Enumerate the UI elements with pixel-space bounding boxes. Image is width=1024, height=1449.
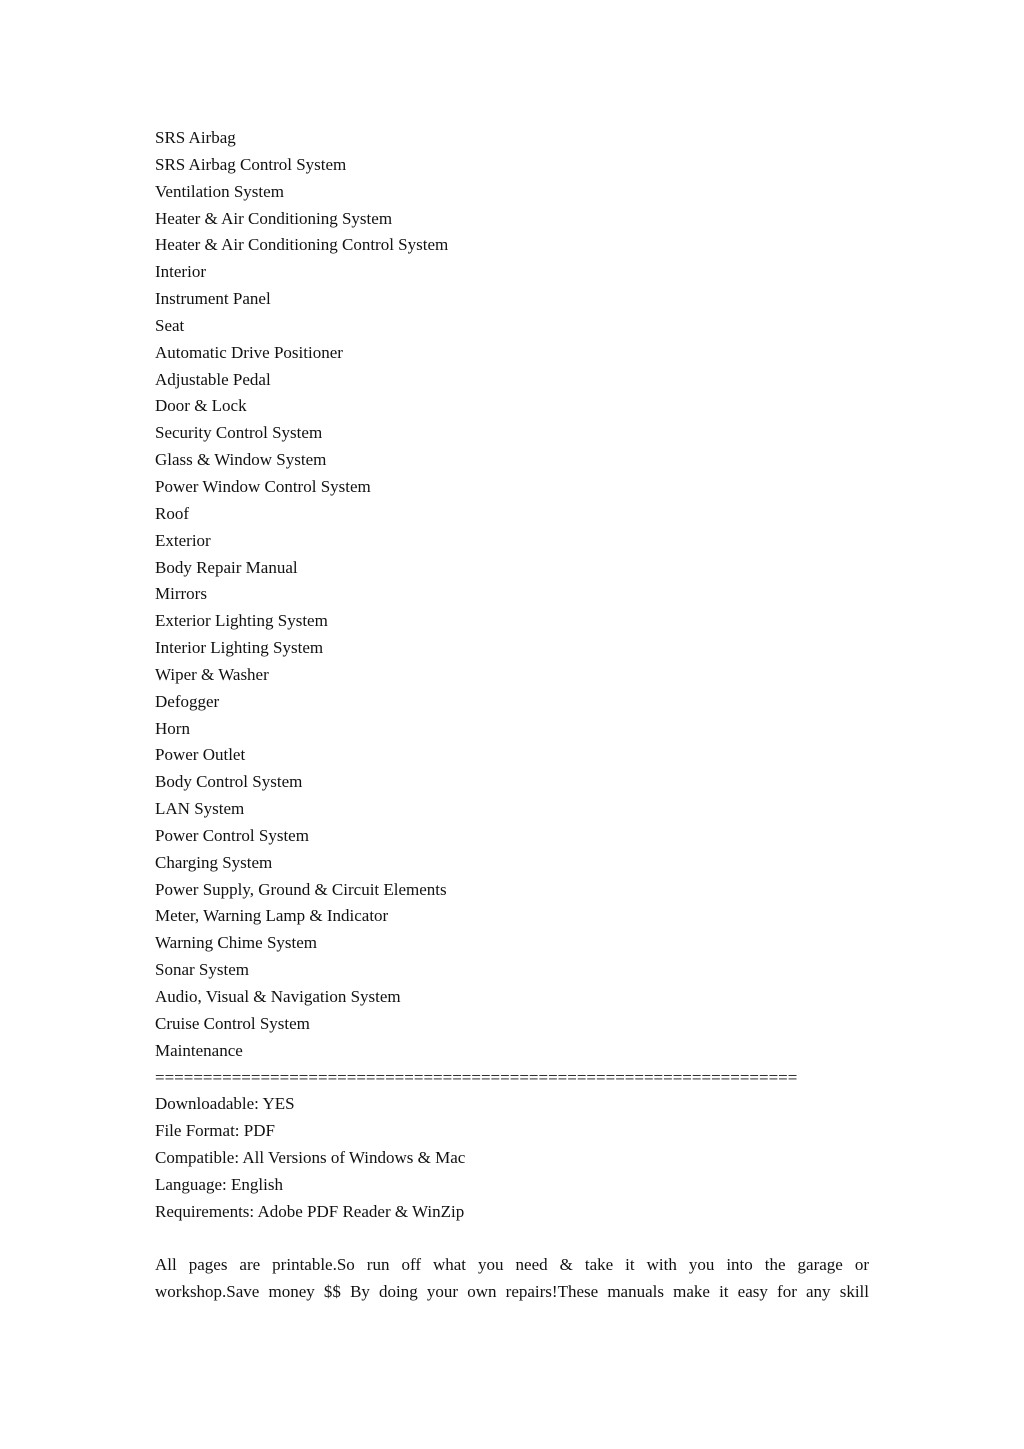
spec-downloadable: Downloadable: YES [155, 1094, 295, 1114]
file-specs-list [155, 1091, 869, 1225]
document-page [155, 125, 869, 1306]
contents-item: Power Window Control System [155, 476, 371, 496]
contents-item: Mirrors [155, 584, 207, 604]
spec-file-format: File Format: PDF [155, 1121, 275, 1141]
contents-item: Warning Chime System [155, 933, 318, 953]
contents-item: Adjustable Pedal [155, 369, 271, 389]
contents-item: Seat [155, 315, 185, 335]
contents-item: Wiper & Washer [155, 664, 269, 684]
contents-item: Heater & Air Conditioning System [155, 208, 393, 228]
spec-compatible: Compatible: All Versions of Windows & Mac [155, 1148, 466, 1168]
contents-item: Meter, Warning Lamp & Indicator [155, 906, 389, 926]
contents-item: Horn [155, 718, 190, 738]
spec-language: Language: English [155, 1174, 283, 1194]
contents-item: Sonar System [155, 960, 249, 980]
paragraph-line: All pages are printable.So run off what you need & take it with you into the garage or [155, 1255, 869, 1275]
contents-item: Automatic Drive Positioner [155, 342, 343, 362]
separator-line: =================================================================== [155, 1067, 798, 1087]
contents-item: Heater & Air Conditioning Control System [155, 235, 449, 255]
contents-item: Glass & Window System [155, 450, 327, 470]
spec-requirements: Requirements: Adobe PDF Reader & WinZip [155, 1201, 465, 1221]
contents-item: Door & Lock [155, 396, 247, 416]
contents-item: Interior Lighting System [155, 638, 324, 658]
contents-item: SRS Airbag [155, 128, 236, 147]
contents-item: Power Control System [155, 825, 309, 845]
contents-item: Cruise Control System [155, 1013, 310, 1033]
contents-list [155, 125, 869, 1065]
contents-item: Exterior Lighting System [155, 611, 328, 631]
contents-item: Instrument Panel [155, 289, 271, 309]
contents-item: Exterior [155, 530, 211, 550]
contents-item: Audio, Visual & Navigation System [155, 987, 401, 1006]
contents-item: Security Control System [155, 423, 323, 443]
contents-item: SRS Airbag Control System [155, 154, 347, 174]
contents-item: Defogger [155, 691, 220, 711]
description-paragraph [155, 1252, 869, 1306]
contents-item: Roof [155, 503, 189, 523]
contents-item: Power Supply, Ground & Circuit Elements [155, 879, 447, 899]
contents-item: Interior [155, 262, 206, 282]
contents-item: Body Control System [155, 772, 303, 792]
contents-item: Body Repair Manual [155, 557, 298, 577]
paragraph-line: workshop.Save money $$ By doing your own repairs!These manuals make it easy for any skill [155, 1282, 869, 1302]
contents-item: Ventilation System [155, 181, 284, 201]
contents-item: Charging System [155, 852, 273, 872]
contents-item: Maintenance [155, 1040, 243, 1060]
contents-item: LAN System [155, 799, 245, 819]
contents-item: Power Outlet [155, 745, 246, 765]
